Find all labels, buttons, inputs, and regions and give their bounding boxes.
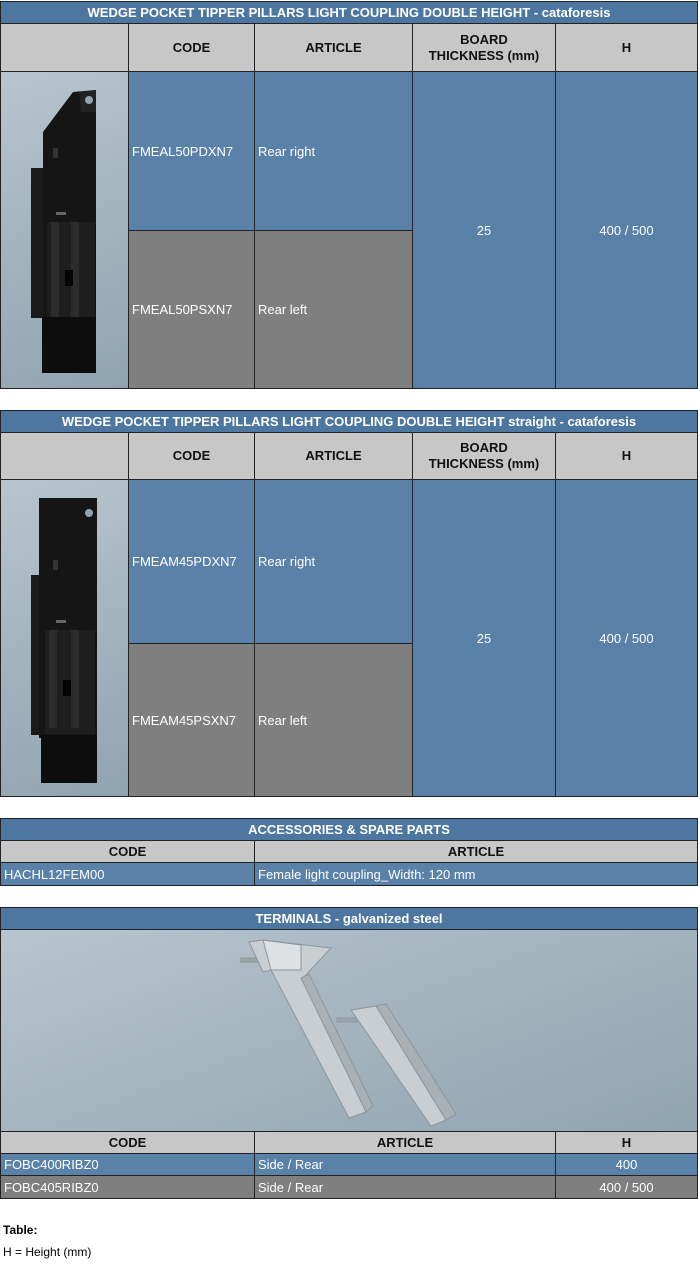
header-h: H [556,433,697,480]
table-row-1-code: FMEAL50PDXN7 [129,72,255,231]
header-code: CODE [1,841,255,863]
header-article: ARTICLE [255,841,697,863]
header-board-line2: THICKNESS (mm) [428,456,540,471]
header-board-line2: THICKNESS (mm) [428,47,540,63]
table-row-2-code: FOBC405RIBZ0 [1,1176,255,1198]
table-row-1-h: 400 [556,1154,697,1176]
header-board-line1: BOARD [460,440,508,455]
accessories-table [0,818,698,886]
terminals-table [0,907,698,1199]
legend-title: Table: [3,1223,38,1237]
table-row-1-article: Rear right [255,480,413,644]
terminal-long [241,940,373,1118]
header-code: CODE [129,433,255,480]
legend-text: H = Height (mm) [3,1245,92,1259]
table-row-2-article: Rear left [255,231,413,388]
table-title: WEDGE POCKET TIPPER PILLARS LIGHT COUPLING DOUBLE HEIGHT straight - cataforesis [1,411,697,433]
table-row-2-article: Rear left [255,644,413,796]
header-image-blank [1,433,129,480]
terminals-photo [1,930,697,1132]
table-row-code: HACHL12FEM00 [1,863,255,885]
table-row-2-h: 400 / 500 [556,1176,697,1198]
header-article: ARTICLE [255,433,413,480]
header-code: CODE [129,24,255,72]
board-thickness-value: 25 [413,72,556,388]
table-title: ACCESSORIES & SPARE PARTS [1,819,697,841]
product-table-angled [0,1,698,389]
header-code: CODE [1,1132,255,1154]
table-row-2-code: FMEAL50PSXN7 [129,231,255,388]
header-board-line1: BOARD [460,31,508,47]
product-table-straight [0,410,698,797]
table-row-2-article: Side / Rear [255,1176,556,1198]
table-row-1-article: Rear right [255,72,413,231]
product-photo [1,72,129,388]
header-image-blank [1,24,129,72]
header-h: H [556,24,697,72]
table-title: TERMINALS - galvanized steel [1,908,697,930]
table-row-1-article: Side / Rear [255,1154,556,1176]
terminals-image-cell [1,930,697,1132]
header-article: ARTICLE [255,24,413,72]
h-value: 400 / 500 [556,480,697,796]
product-image-cell [1,480,129,796]
table-row-article: Female light coupling_Width: 120 mm [255,863,697,885]
header-board-thickness [413,433,556,480]
h-value: 400 / 500 [556,72,697,388]
header-board-thickness [413,24,556,72]
product-photo [1,480,129,796]
table-title: WEDGE POCKET TIPPER PILLARS LIGHT COUPLING DOUBLE HEIGHT - cataforesis [1,2,697,24]
table-row-2-code: FMEAM45PSXN7 [129,644,255,796]
board-thickness-value: 25 [413,480,556,796]
product-image-cell [1,72,129,388]
header-h: H [556,1132,697,1154]
table-row-1-code: FOBC400RIBZ0 [1,1154,255,1176]
header-article: ARTICLE [255,1132,556,1154]
table-row-1-code: FMEAM45PDXN7 [129,480,255,644]
